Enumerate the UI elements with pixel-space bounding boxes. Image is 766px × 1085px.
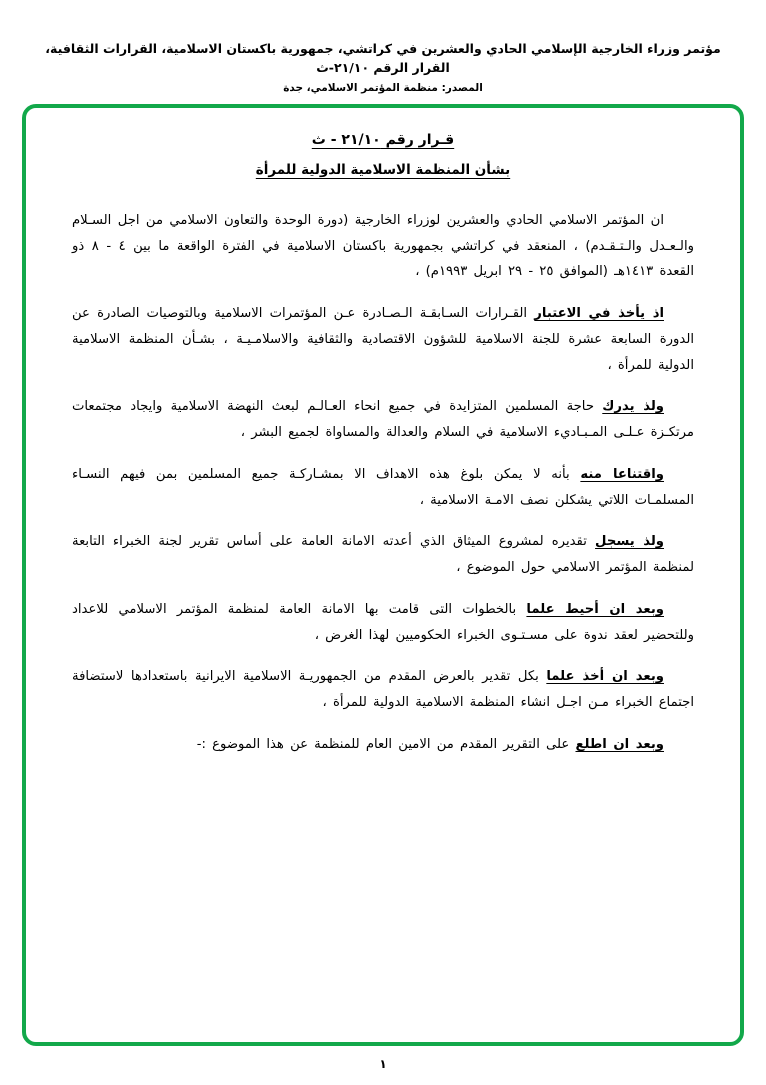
paragraph-5 <box>72 529 694 580</box>
paragraph-1 <box>72 208 694 285</box>
resolution-body <box>26 108 740 1042</box>
resolution-paragraphs <box>72 208 694 757</box>
paragraph-6 <box>72 597 694 648</box>
paragraph-2 <box>72 301 694 378</box>
paragraph-2-text: القـرارات السـابقـة الـصـادرة عـن المؤتمرات الاسلامية وبالتوصيات الصادرة عن الدورة السابعة عشرة للجنة الاسلامية للشؤون الاقتصادية والثقافية والاسلامـيـة ، بشـأن المنظمة الاسلامية الدولية للمرأة ، <box>72 306 694 373</box>
paragraph-3-text: حاجة المسلمين المتزايدة في جميع انحاء العـالـم لبعث النهضة الاسلامية وايجاد مجتمعات مرتكـزة عـلـى المـبـاديء الاسلامية في السلام والعدالة والمساواة لجميع البشر ، <box>72 399 694 441</box>
paragraph-6-text: بالخطوات التى قامت بها الامانة العامة لمنظمة المؤتمر الاسلامي للاعداد وللتحضير لعقد ندوة على مسـتـوى الخبراء الحكوميين لهذا الغرض ، <box>72 601 694 643</box>
paragraph-8 <box>72 732 694 758</box>
paragraph-5-text: تقديره لمشروع الميثاق الذي أعدته الامانة العامة على أساس تقرير لجنة الخبراء التابعة لمنظمة المؤتمر الاسلامي حول الموضوع ، <box>72 534 694 576</box>
paragraph-6-lead: وبعد ان أحيط علما <box>526 601 664 617</box>
page-number: ١ <box>379 1057 387 1071</box>
paragraph-4 <box>72 462 694 513</box>
paragraph-5-lead: ولذ يسجل <box>595 534 665 550</box>
paragraph-8-lead: وبعد ان اطلع <box>575 736 664 752</box>
paragraph-4-lead: واقتناعا منه <box>580 466 664 482</box>
paragraph-3-lead: ولذ يدرك <box>602 399 664 415</box>
paragraph-7-lead: وبعد ان أخذ علما <box>546 669 664 685</box>
resolution-title: قـرار رقم ٢١/١٠ - ث <box>311 132 455 148</box>
paragraph-4-text: بأنه لا يمكن بلوغ هذه الاهداف الا بمشـاركـة جميع المسلمين بمن فيهم النسـاء المسلمـات اللاتي يشكلن نصف الامـة الاسلامية ، <box>72 466 694 508</box>
paragraph-1-text: ان المؤتمر الاسلامي الحادي والعشرين لوزراء الخارجية (دورة الوحدة والتعاون الاسلامي من اجل السـلام والـعـدل والـتـقـدم) ، المنعقد في كراتشي بجمهورية باكستان الاسلامية في الفترة الواقعة ما بين ٤ - ٨ ذو القعدة ١٤١٣هـ (الموافق ٢٥ - ٢٩ ابريل ١٩٩٣م) ، <box>72 213 694 280</box>
paragraph-7-text: بكل تقدير بالعرض المقدم من الجمهوريـة الاسلامية الايرانية باستعدادها لاستضافة اجتماع الخبراء مـن اجـل انشاء المنظمة الاسلامية الدولية للمرأة ، <box>72 669 694 711</box>
conference-heading: مؤتمر وزراء الخارجية الإسلامي الحادي والعشرين في كراتشي، جمهورية باكستان الاسلامية، القرارات الثقافية، القرار الرقم ٢١/١٠-ث <box>45 41 721 75</box>
resolution-subtitle: بشأن المنظمة الاسلامية الدولية للمرأة <box>255 162 511 178</box>
green-border-frame <box>22 104 744 1046</box>
paragraph-8-text: على التقرير المقدم من الامين العام للمنظمة عن هذا الموضوع :- <box>196 736 570 752</box>
paragraph-3 <box>72 394 694 445</box>
source-line: المصدر: منظمة المؤتمر الاسلامي، جدة <box>283 81 483 94</box>
paragraph-2-lead: اذ يأخذ في الاعتبار <box>534 306 664 322</box>
document-header <box>30 40 736 94</box>
paragraph-7 <box>72 664 694 715</box>
